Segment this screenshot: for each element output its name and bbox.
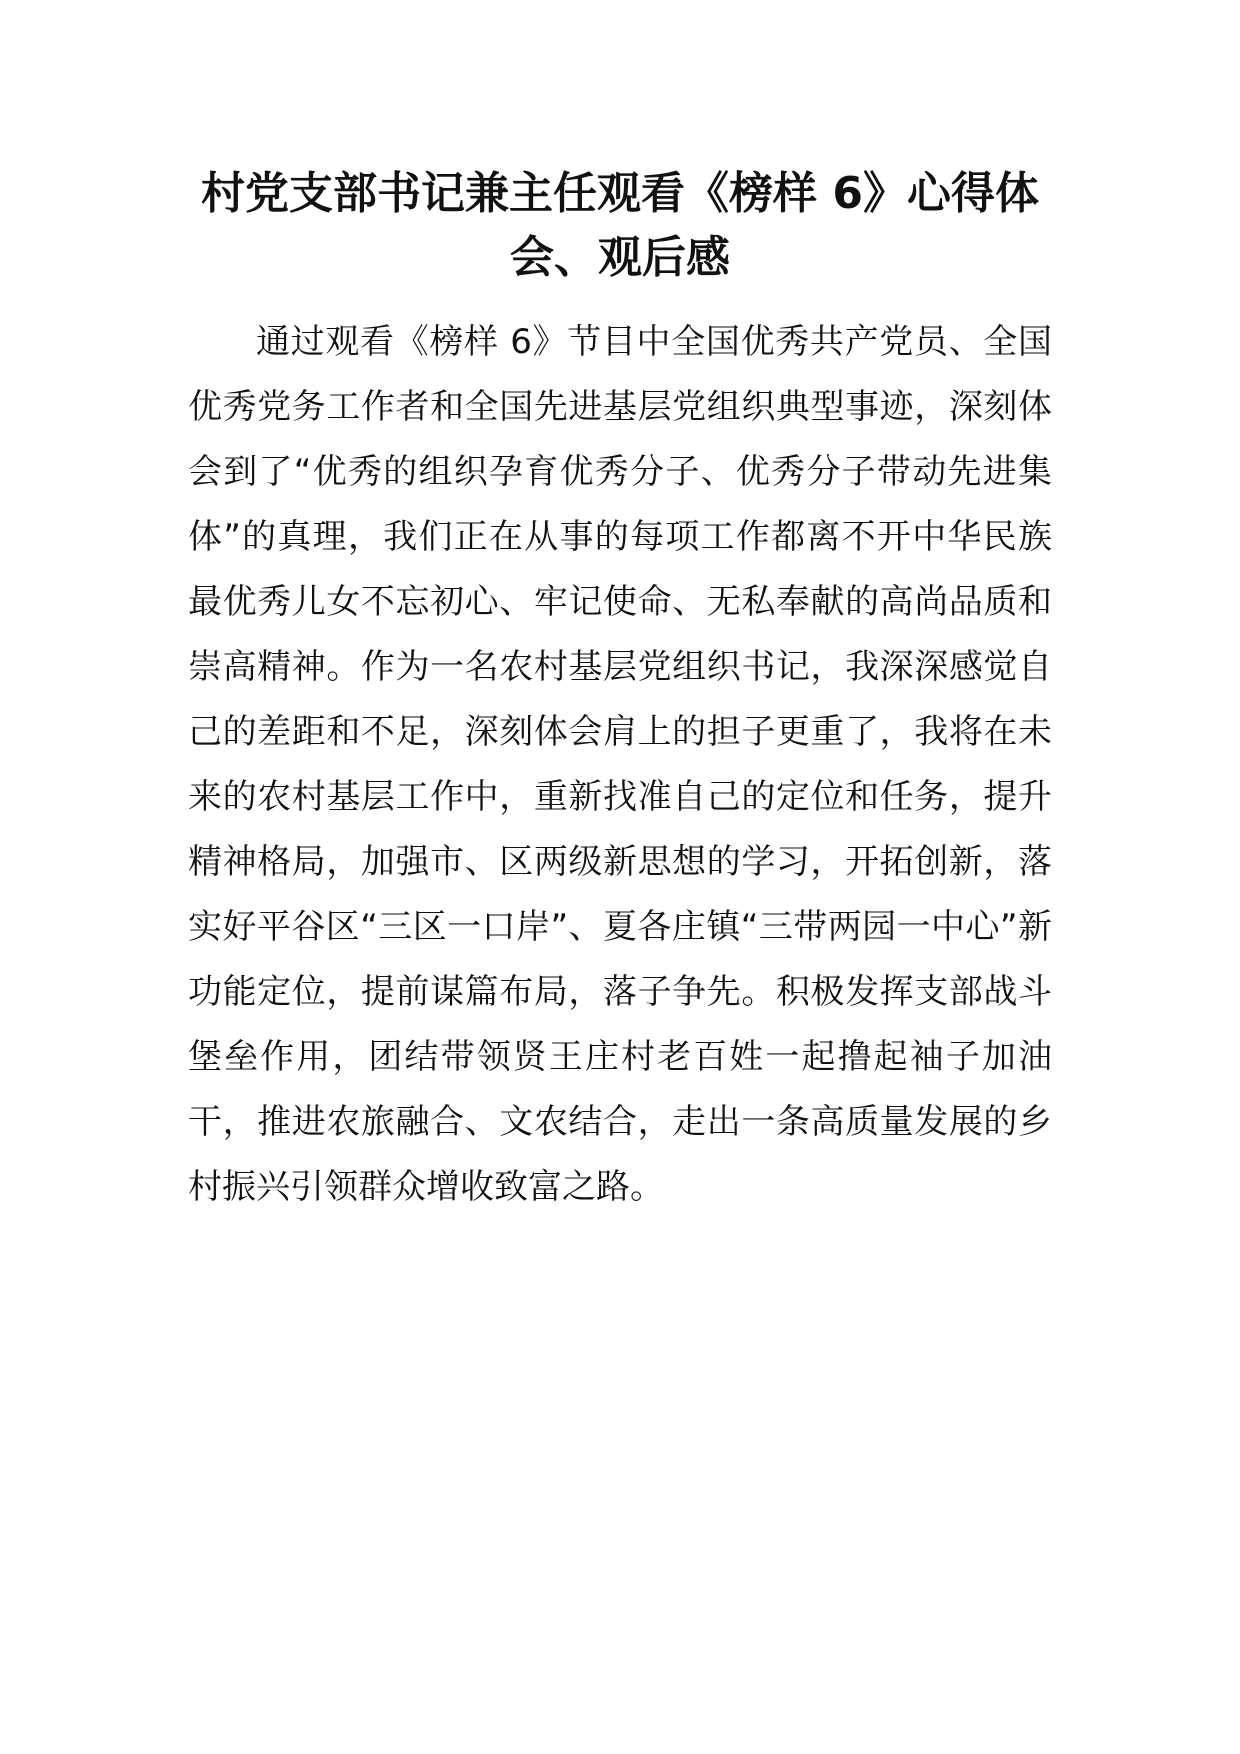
body-paragraph: 通过观看《榜样 6》节目中全国优秀共产党员、全国优秀党务工作者和全国先进基层党组织典型事迹，深刻体会到了“优秀的组织孕育优秀分子、优秀分子带动先进集体”的真理，我们正在从事的每项工作都离不开中华民族最优秀儿女不忘初心、牢记使命、无私奉献的高尚品质和崇高精神。作为一名农村基层党组织书记，我深深感觉自己的差距和不足，深刻体会肩上的担子更重了，我将在未来的农村基层工作中，重新找准自己的定位和任务，提升精神格局，加强市、区两级新思想的学习，开拓创新，落实好平谷区“三区一口岸”、夏各庄镇“三带两园一中心”新功能定位，提前谋篇布局，落子争先。积极发挥支部战斗堡垒作用，团结带领贤王庄村老百姓一起撸起袖子加油干，推进农旅融合、文农结合，走出一条高质量发展的乡村振兴引领群众增收致富之路。 — [188, 322, 1052, 1207]
document-content — [188, 162, 1052, 1220]
document-title: 村党支部书记兼主任观看《榜样 6》心得体会、观后感 — [201, 168, 1039, 283]
